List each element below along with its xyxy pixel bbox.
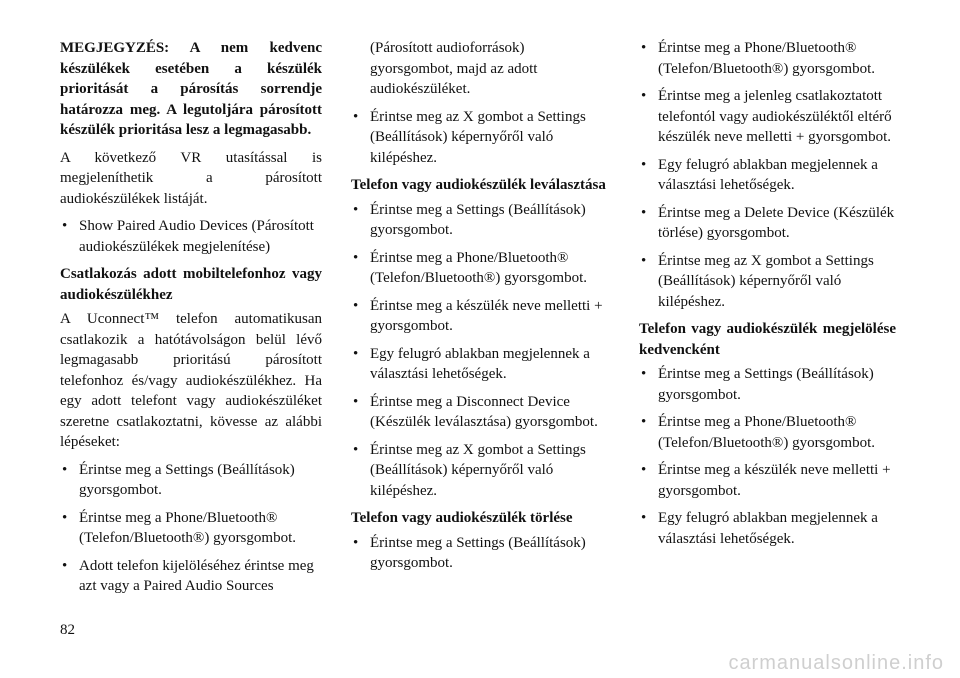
bullet-icon: • bbox=[641, 510, 647, 526]
section-heading: Csatlakozás adott mobiltelefonhoz vagy audiokészülékhez bbox=[60, 266, 322, 303]
column-left bbox=[60, 38, 322, 604]
list-item: • Érintse meg a Delete Device (Készülék törlése) gyorsgombot. bbox=[641, 204, 895, 241]
bullet-list bbox=[639, 364, 896, 549]
bullet-list bbox=[351, 533, 607, 574]
column-right bbox=[639, 38, 896, 556]
list-item: • Érintse meg a Phone/Bluetooth® (Telefon/Bluetooth®) gyorsgombot. bbox=[641, 414, 875, 451]
bullet-icon: • bbox=[353, 297, 359, 314]
list-item: • Érintse meg az X gombot a Settings (Beállítások) képernyőről való kilépéshez. bbox=[353, 108, 586, 166]
list-item: • Egy felugró ablakban megjelennek a választási lehetőségek. bbox=[641, 156, 878, 193]
list-item: • Show Paired Audio Devices (Párosított audiokészülékek megjelenítése) bbox=[62, 218, 314, 255]
list-item: • Egy felugró ablakban megjelennek a választási lehetőségek. bbox=[641, 510, 878, 547]
bullet-icon: • bbox=[353, 441, 359, 458]
bullet-icon: • bbox=[353, 249, 359, 266]
list-item: • Érintse meg az X gombot a Settings (Beállítások) képernyőről való kilépéshez. bbox=[353, 441, 586, 499]
list-item: • Érintse meg a Phone/Bluetooth® (Telefon/Bluetooth®) gyorsgombot. bbox=[353, 249, 587, 286]
bullet-icon: • bbox=[353, 201, 359, 218]
bullet-list bbox=[351, 200, 607, 502]
list-item: • Érintse meg a Disconnect Device (Készülék leválasztása) gyorsgombot. bbox=[353, 393, 598, 430]
bullet-icon: • bbox=[353, 108, 359, 125]
section-heading: Telefon vagy audiokészülék megjelölése kedvencként bbox=[639, 321, 896, 358]
bullet-icon: • bbox=[641, 414, 647, 430]
list-item: • Érintse meg a készülék neve melletti + gyorsgombot. bbox=[353, 297, 603, 334]
bullet-icon: • bbox=[353, 534, 359, 551]
watermark: carmanualsonline.info bbox=[728, 652, 944, 674]
bullet-list bbox=[60, 216, 322, 257]
list-item: • Egy felugró ablakban megjelennek a választási lehetőségek. bbox=[353, 345, 590, 382]
bullet-list bbox=[60, 460, 322, 597]
bullet-icon: • bbox=[353, 345, 359, 362]
page-number: 82 bbox=[60, 622, 75, 638]
note-paragraph: MEGJEGYZÉS: A nem kedvenc készülékek esetében a készülék prioritását a párosítás sorrendje határozza meg. A legutoljára párosított készülék prioritása lesz a legmagasabb. bbox=[60, 40, 322, 138]
list-item: • Érintse meg a Settings (Beállítások) gyorsgombot. bbox=[641, 366, 874, 403]
list-item: • Érintse meg a Settings (Beállítások) gyorsgombot. bbox=[353, 534, 586, 571]
bullet-icon: • bbox=[62, 509, 68, 526]
bullet-icon: • bbox=[62, 218, 68, 234]
section-heading: Telefon vagy audiokészülék leválasztása bbox=[351, 177, 606, 193]
bullet-icon: • bbox=[353, 393, 359, 410]
vr-intro-paragraph: A következő VR utasítással is megjeleníthetik a párosított audiokészülékek listáját. bbox=[60, 149, 322, 207]
connect-paragraph: A Uconnect™ telefon automatikusan csatlakozik a hatótávolságon belül lévő legmagasabb prioritású párosított telefonhoz és/vagy audiokészülékhez. Ha egy adott telefont vagy audiokészüléket szeretne csatlakoztatni, kövesse az alábbi lépéseket: bbox=[60, 311, 322, 450]
continued-text: (Párosított audioforrások) gyorsgombot, majd az adott audiokészüléket. bbox=[370, 40, 538, 97]
list-item: • Érintse meg a Phone/Bluetooth® (Telefon/Bluetooth®) gyorsgombot. bbox=[641, 40, 875, 77]
list-item: • Érintse meg a készülék neve melletti + gyorsgombot. bbox=[641, 462, 891, 499]
bullet-icon: • bbox=[641, 204, 647, 221]
list-item: • Érintse meg a jelenleg csatlakoztatott telefontól vagy audiokészüléktől eltérő készülék neve melletti + gyorsgombot. bbox=[641, 88, 892, 145]
bullet-icon: • bbox=[641, 462, 647, 478]
bullet-list bbox=[639, 38, 896, 312]
bullet-icon: • bbox=[641, 40, 647, 56]
bullet-icon: • bbox=[641, 366, 647, 382]
list-item: • Érintse meg a Settings (Beállítások) gyorsgombot. bbox=[62, 461, 295, 498]
list-item: • Érintse meg a Phone/Bluetooth® (Telefon/Bluetooth®) gyorsgombot. bbox=[62, 509, 296, 546]
list-item: • Érintse meg a Settings (Beállítások) gyorsgombot. bbox=[353, 201, 586, 238]
bullet-icon: • bbox=[62, 557, 68, 574]
list-item: • Érintse meg az X gombot a Settings (Beállítások) képernyőről való kilépéshez. bbox=[641, 252, 874, 310]
bullet-list bbox=[351, 107, 607, 169]
bullet-icon: • bbox=[641, 88, 647, 104]
list-item: • Adott telefon kijelöléséhez érintse meg azt vagy a Paired Audio Sources bbox=[62, 557, 314, 594]
column-middle bbox=[351, 38, 607, 581]
bullet-icon: • bbox=[641, 252, 647, 269]
section-heading: Telefon vagy audiokészülék törlése bbox=[351, 510, 573, 526]
bullet-icon: • bbox=[641, 156, 647, 173]
bullet-icon: • bbox=[62, 461, 68, 478]
